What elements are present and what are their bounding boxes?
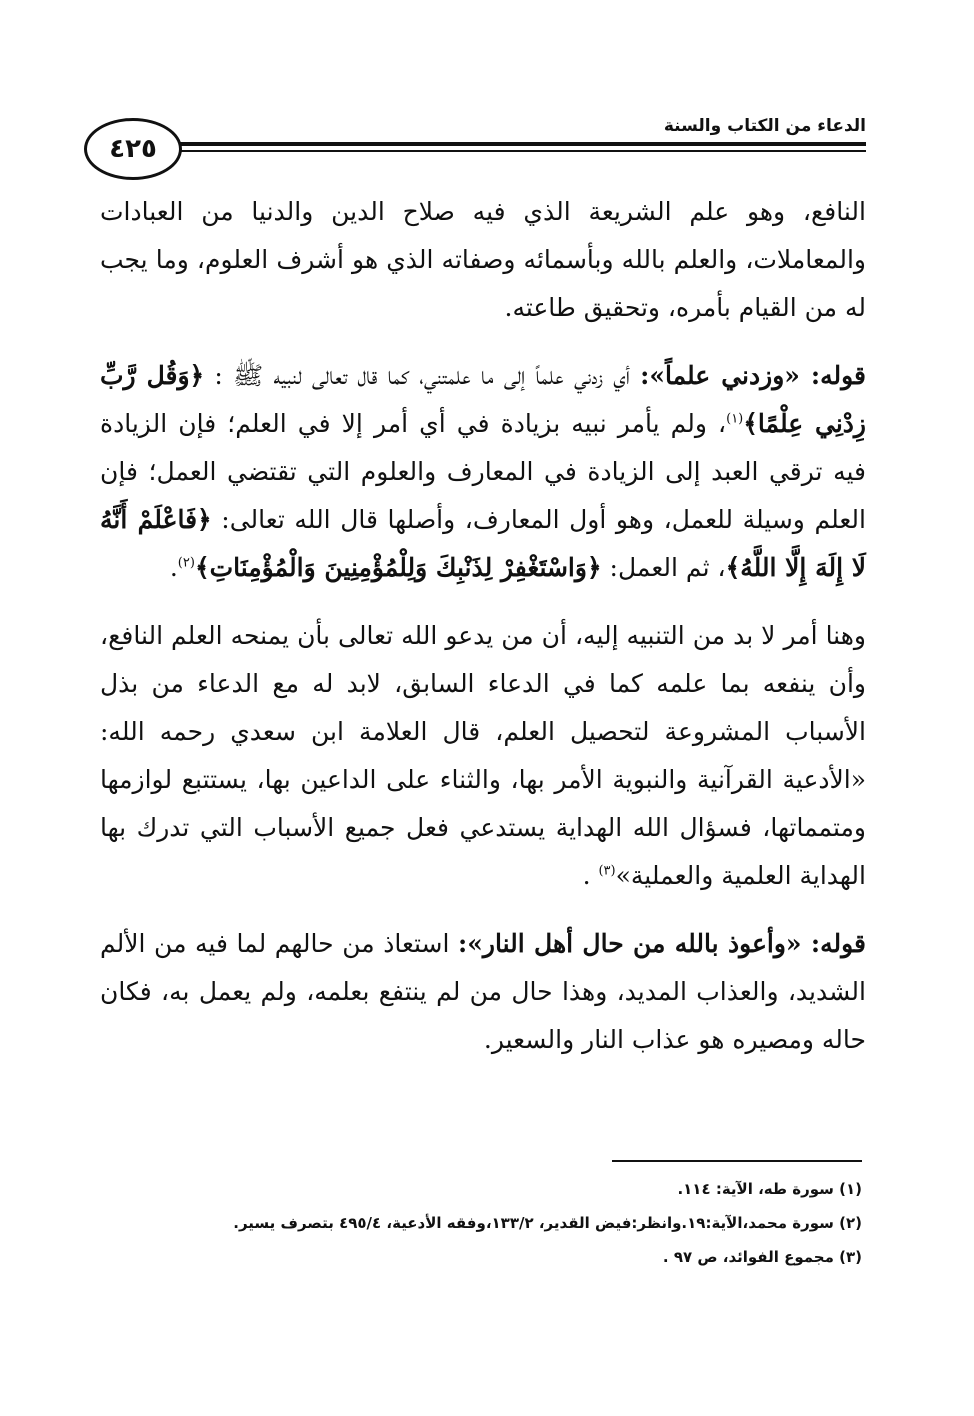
- header-rule-thin: [174, 150, 866, 152]
- footnote-2: [102, 1206, 862, 1240]
- footnote-text: سورة محمد،الآية:١٩.وانظر:فيض القدير، ١٣٣/٢،وفقه الأدعية، ٤٩٥/٤ بتصرف يسير.: [233, 1214, 834, 1232]
- footnote-1: [102, 1172, 862, 1206]
- main-text: [100, 188, 866, 1084]
- paragraph-text: النافع، وهو علم الشريعة الذي فيه صلاح الدين والدنيا من العبادات والمعاملات، والعلم بالله وبأسمائه وصفاته الذي هو أشرف العلوم، وما يجب له من القيام بأمره، وتحقيق طاعته.: [100, 197, 866, 322]
- paragraph-text: ، ولم يأمر نبيه بزيادة في أي أمر إلا في العلم؛ فإن الزيادة فيه ترقي العبد إلى الزيادة في المعارف والعلوم التي تقتضي العمل؛ فإن العلم وسيلة للعمل، وهو أول المعارف، وأصلها قال الله تعالى:: [100, 409, 866, 534]
- page-header: [84, 118, 866, 182]
- paragraph-4: [100, 920, 866, 1064]
- paragraph-text: أي زدني علماً إلى ما علمتني، كما قال تعالى لنبيه ﷺ :: [204, 361, 641, 390]
- paragraph-text: .: [169, 553, 178, 582]
- footnote-ref: (١): [726, 411, 744, 427]
- footnote-number: (٣): [839, 1248, 862, 1266]
- paragraph-1: [100, 188, 866, 332]
- quoted-phrase: قوله: «وأعوذ بالله من حال أهل النار»:: [458, 929, 866, 958]
- footnote-text: سورة طه، الآية: ١١٤.: [677, 1180, 834, 1198]
- footnotes: [102, 1172, 862, 1274]
- paragraph-text: ، ثم العمل:: [601, 553, 726, 582]
- running-title: الدعاء من الكتاب والسنة: [656, 114, 866, 138]
- paragraph-text: استعاذ من حالهم لما فيه من الألم الشديد، والعذاب المديد، وهذا حال من لم ينتفع بعلمه، ولم يعمل به، فكان حاله ومصيره هو عذاب النار والسعير.: [100, 929, 866, 1054]
- paragraph-text: وهنا أمر لا بد من التنبيه إليه، أن من يدعو الله تعالى بأن يمنحه العلم النافع، وأن ينفعه بما علمه كما في الدعاء السابق، لابد له مع الدعاء من بذل الأسباب المشروعة لتحصيل العلم، قال العلامة ابن سعدي رحمه الله: «الأدعية القرآنية والنبوية الأمر بها، والثناء على الداعين بها، يستتبع لوازمها ومتمماتها، فسؤال الله الهداية يستدعي فعل جميع الأسباب التي تدرك بها الهداية العلمية والعملية»: [100, 621, 866, 890]
- header-rule-thick: [174, 142, 866, 146]
- footnote-3: [102, 1240, 862, 1274]
- footnote-ref: (٣): [598, 863, 616, 879]
- footnote-separator: [612, 1160, 862, 1162]
- quran-verse: ﴿وَقُل رَّبِّ زِدْنِي عِلْمًا﴾: [100, 361, 866, 438]
- paragraph-3: [100, 612, 866, 900]
- quoted-phrase: قوله: «وزدني علماً»:: [640, 361, 866, 390]
- footnote-ref: (٢): [177, 555, 195, 571]
- paragraph-2: [100, 352, 866, 592]
- footnote-text: مجموع الفوائد، ص ٩٧ .: [662, 1248, 834, 1266]
- paragraph-text: .: [582, 861, 599, 890]
- footnote-number: (١): [839, 1180, 862, 1198]
- quran-verse: ﴿فَاعْلَمْ أَنَّهُ لَا إِلَهَ إِلَّا اللَّهُ﴾: [100, 505, 866, 582]
- footnote-number: (٢): [839, 1214, 862, 1232]
- page-number: ٤٢٥: [84, 118, 182, 180]
- quran-verse: ﴿وَاسْتَغْفِرْ لِذَنْبِكَ وَلِلْمُؤْمِنِينَ وَالْمُؤْمِنَاتِ﴾: [194, 553, 602, 582]
